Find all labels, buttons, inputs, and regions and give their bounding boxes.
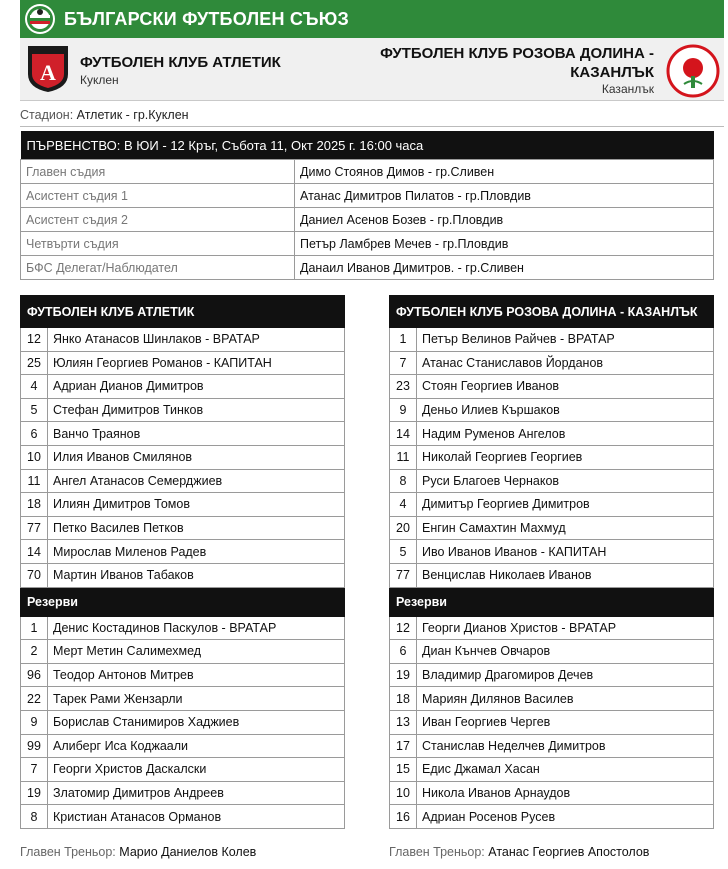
player-row: [21, 663, 345, 687]
player-row: [390, 328, 714, 352]
player-number: 8: [390, 469, 417, 493]
player-row: [390, 540, 714, 564]
player-number: 2: [21, 640, 48, 664]
player-row: [390, 734, 714, 758]
home-lineup-table: [20, 295, 345, 829]
player-name: Мирослав Миленов Радев: [48, 540, 345, 564]
player-row: [390, 469, 714, 493]
player-name: Адриан Дианов Димитров: [48, 375, 345, 399]
away-lineup-header: ФУТБОЛЕН КЛУБ РОЗОВА ДОЛИНА - КАЗАНЛЪК: [390, 296, 714, 328]
player-number: 10: [390, 781, 417, 805]
player-name: Стоян Георгиев Иванов: [417, 375, 714, 399]
player-number: 20: [390, 516, 417, 540]
home-team-city: Куклен: [80, 73, 119, 87]
player-number: 77: [390, 563, 417, 587]
player-number: 18: [390, 687, 417, 711]
player-number: 96: [21, 663, 48, 687]
player-number: 22: [21, 687, 48, 711]
player-name: Илия Иванов Смилянов: [48, 445, 345, 469]
player-row: [390, 493, 714, 517]
player-number: 18: [21, 493, 48, 517]
player-number: 11: [21, 469, 48, 493]
official-role: БФС Делегат/Наблюдател: [21, 256, 295, 280]
table-row: [21, 208, 714, 232]
away-team-crest-icon: [666, 44, 720, 98]
player-number: 14: [390, 422, 417, 446]
official-role: Асистент съдия 2: [21, 208, 295, 232]
player-row: [21, 640, 345, 664]
away-lineup-table: [389, 295, 714, 829]
player-number: 16: [390, 805, 417, 829]
player-number: 77: [21, 516, 48, 540]
official-name: Атанас Димитров Пилатов - гр.Пловдив: [295, 184, 714, 208]
player-row: [21, 805, 345, 829]
official-name: Данаил Иванов Димитров. - гр.Сливен: [295, 256, 714, 280]
player-number: 19: [390, 663, 417, 687]
player-number: 1: [390, 328, 417, 352]
player-row: [390, 351, 714, 375]
player-name: Юлиян Георгиев Романов - КАПИТАН: [48, 351, 345, 375]
player-name: Венцислав Николаев Иванов: [417, 563, 714, 587]
player-row: [390, 516, 714, 540]
player-number: 12: [390, 616, 417, 640]
player-row: [21, 493, 345, 517]
away-subs-header: Резерви: [390, 587, 714, 616]
away-team-name-line1: ФУТБОЛЕН КЛУБ РОЗОВА ДОЛИНА -: [380, 45, 654, 62]
officials-table: [20, 131, 714, 280]
player-name: Мартин Иванов Табаков: [48, 563, 345, 587]
player-row: [390, 781, 714, 805]
player-name: Златомир Димитров Андреев: [48, 781, 345, 805]
player-row: [21, 422, 345, 446]
player-row: [390, 805, 714, 829]
player-name: Алиберг Иса Коджаали: [48, 734, 345, 758]
player-name: Кристиан Атанасов Орманов: [48, 805, 345, 829]
player-row: [390, 640, 714, 664]
player-name: Стефан Димитров Тинков: [48, 398, 345, 422]
federation-title: БЪЛГАРСКИ ФУТБОЛЕН СЪЮЗ: [64, 8, 349, 29]
player-name: Надим Руменов Ангелов: [417, 422, 714, 446]
player-number: 6: [21, 422, 48, 446]
player-row: [390, 616, 714, 640]
player-row: [390, 445, 714, 469]
player-number: 99: [21, 734, 48, 758]
player-row: [21, 469, 345, 493]
player-number: 6: [390, 640, 417, 664]
player-row: [390, 663, 714, 687]
away-team-name: [380, 44, 654, 82]
player-name: Тарек Рами Жензарли: [48, 687, 345, 711]
table-row: [21, 256, 714, 280]
player-name: Денис Костадинов Паскулов - ВРАТАР: [48, 616, 345, 640]
away-coach: [389, 845, 649, 859]
official-name: Даниел Асенов Бозев - гр.Пловдив: [295, 208, 714, 232]
player-name: Иво Иванов Иванов - КАПИТАН: [417, 540, 714, 564]
player-row: [21, 540, 345, 564]
competition-header: ПЪРВЕНСТВО: В ЮИ - 12 Кръг, Събота 11, Окт 2025 г. 16:00 часа: [21, 131, 714, 160]
away-coach-name: Атанас Георгиев Апостолов: [488, 845, 650, 859]
player-number: 9: [390, 398, 417, 422]
player-name: Адриан Росенов Русев: [417, 805, 714, 829]
player-number: 7: [21, 758, 48, 782]
player-number: 8: [21, 805, 48, 829]
player-row: [390, 422, 714, 446]
table-row: [21, 232, 714, 256]
player-row: [21, 398, 345, 422]
official-name: Димо Стоянов Димов - гр.Сливен: [295, 160, 714, 184]
player-row: [21, 516, 345, 540]
player-row: [21, 687, 345, 711]
player-number: 14: [21, 540, 48, 564]
player-row: [390, 710, 714, 734]
stadium-value: Атлетик - гр.Куклен: [76, 108, 189, 122]
bfs-emblem-icon: [24, 3, 56, 35]
svg-text:A: A: [40, 60, 56, 85]
home-coach-label: Главен Треньор:: [20, 845, 116, 859]
player-number: 12: [21, 328, 48, 352]
player-row: [390, 687, 714, 711]
player-number: 1: [21, 616, 48, 640]
player-name: Ангел Атанасов Семерджиев: [48, 469, 345, 493]
home-coach-name: Марио Даниелов Колев: [119, 845, 257, 859]
away-team-name-line2: КАЗАНЛЪК: [570, 64, 654, 81]
stadium-line: [20, 104, 724, 127]
away-team-city: Казанлък: [601, 82, 654, 96]
player-name: Янко Атанасов Шинлаков - ВРАТАР: [48, 328, 345, 352]
player-name: Теодор Антонов Митрев: [48, 663, 345, 687]
player-name: Атанас Станиславов Йорданов: [417, 351, 714, 375]
player-number: 4: [390, 493, 417, 517]
official-name: Петър Ламбрев Мечев - гр.Пловдив: [295, 232, 714, 256]
player-row: [21, 375, 345, 399]
player-row: [21, 563, 345, 587]
stadium-label: Стадион:: [20, 108, 74, 122]
home-subs-header: Резерви: [21, 587, 345, 616]
player-row: [21, 710, 345, 734]
player-name: Руси Благоев Чернаков: [417, 469, 714, 493]
home-coach: [20, 845, 256, 859]
player-row: [21, 616, 345, 640]
official-role: Главен съдия: [21, 160, 295, 184]
home-team-crest-icon: [26, 44, 70, 94]
player-name: Петко Василев Петков: [48, 516, 345, 540]
player-number: 11: [390, 445, 417, 469]
player-number: 13: [390, 710, 417, 734]
official-role: Асистент съдия 1: [21, 184, 295, 208]
player-row: [21, 328, 345, 352]
player-name: Едис Джамал Хасан: [417, 758, 714, 782]
federation-header-bar: [20, 0, 724, 38]
player-row: [21, 734, 345, 758]
player-name: Диан Кънчев Овчаров: [417, 640, 714, 664]
player-number: 17: [390, 734, 417, 758]
home-lineup-header: ФУТБОЛЕН КЛУБ АТЛЕТИК: [21, 296, 345, 328]
player-name: Георги Христов Даскалски: [48, 758, 345, 782]
player-number: 23: [390, 375, 417, 399]
official-role: Четвърти съдия: [21, 232, 295, 256]
player-name: Ванчо Траянов: [48, 422, 345, 446]
player-name: Владимир Драгомиров Дечев: [417, 663, 714, 687]
player-name: Мариян Дилянов Василев: [417, 687, 714, 711]
player-name: Николай Георгиев Георгиев: [417, 445, 714, 469]
player-number: 5: [21, 398, 48, 422]
player-row: [21, 445, 345, 469]
player-name: Георги Дианов Христов - ВРАТАР: [417, 616, 714, 640]
player-number: 70: [21, 563, 48, 587]
player-name: Никола Иванов Арнаудов: [417, 781, 714, 805]
player-number: 4: [21, 375, 48, 399]
player-name: Мерт Метин Салимехмед: [48, 640, 345, 664]
player-number: 25: [21, 351, 48, 375]
table-row: [21, 184, 714, 208]
player-row: [390, 375, 714, 399]
player-name: Петър Велинов Райчев - ВРАТАР: [417, 328, 714, 352]
player-name: Димитър Георгиев Димитров: [417, 493, 714, 517]
home-team-name: ФУТБОЛЕН КЛУБ АТЛЕТИК: [80, 54, 281, 71]
player-row: [390, 758, 714, 782]
player-number: 10: [21, 445, 48, 469]
match-header: [20, 38, 724, 101]
player-row: [390, 398, 714, 422]
player-number: 9: [21, 710, 48, 734]
player-row: [21, 758, 345, 782]
player-name: Иван Георгиев Чергев: [417, 710, 714, 734]
player-name: Илиян Димитров Томов: [48, 493, 345, 517]
player-row: [21, 781, 345, 805]
player-name: Борислав Станимиров Хаджиев: [48, 710, 345, 734]
player-number: 15: [390, 758, 417, 782]
player-number: 7: [390, 351, 417, 375]
player-row: [21, 351, 345, 375]
player-name: Енгин Самахтин Махмуд: [417, 516, 714, 540]
player-name: Деньо Илиев Кършаков: [417, 398, 714, 422]
player-row: [390, 563, 714, 587]
away-coach-label: Главен Треньор:: [389, 845, 485, 859]
player-number: 5: [390, 540, 417, 564]
player-number: 19: [21, 781, 48, 805]
player-name: Станислав Неделчев Димитров: [417, 734, 714, 758]
table-row: [21, 160, 714, 184]
